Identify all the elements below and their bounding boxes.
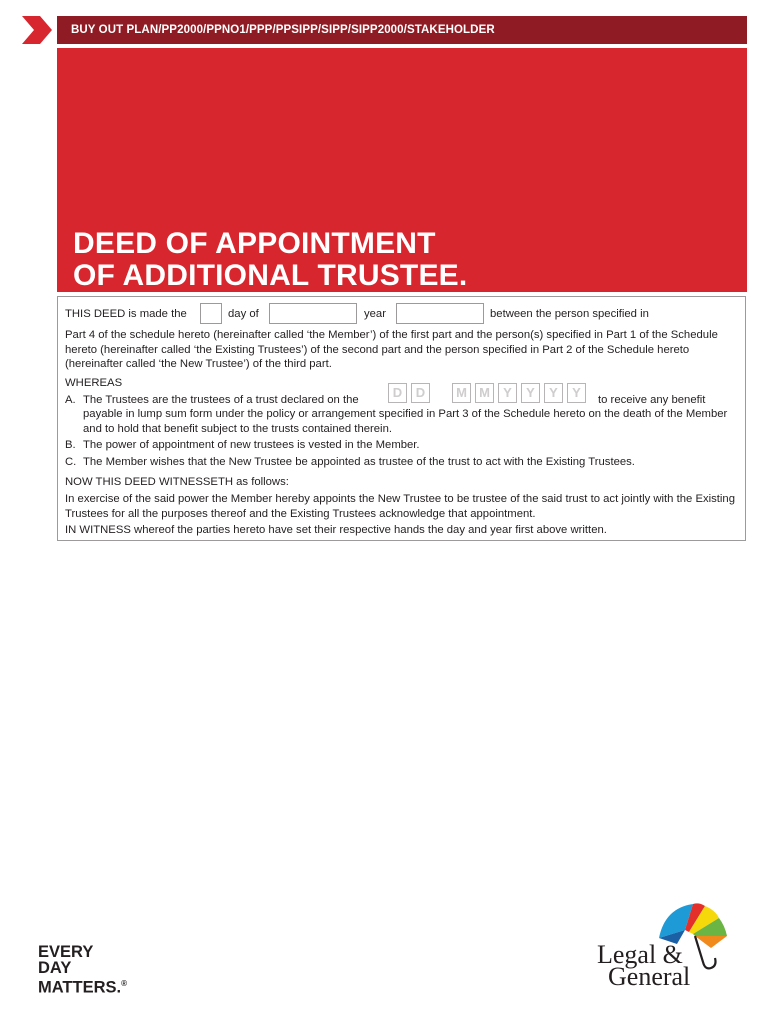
document-title-line-2: OF ADDITIONAL TRUSTEE. — [73, 259, 468, 292]
title-banner — [57, 48, 747, 292]
slogan-line-1: EVERY — [38, 943, 94, 961]
logo-line-1: Legal & — [597, 940, 683, 969]
clause-a-after-date: to receive any benefit — [598, 394, 706, 406]
year-label: year — [364, 308, 386, 320]
whereas-heading: WHEREAS — [65, 377, 123, 389]
trust-date-m1[interactable]: M — [452, 383, 471, 403]
in-witness-clause: IN WITNESS whereof the parties hereto have set their respective hands the day and year first above written. — [65, 524, 607, 536]
registered-mark: ® — [121, 979, 128, 988]
logo-wordmark — [597, 940, 691, 991]
witnesseth-paragraph: In exercise of the said power the Member hereby appoints the New Trustee to be trustee of the said trust to act jointly with the Existing Trustees for all the purposes thereof and the Existing Trustees acknowledge that appointment. — [65, 493, 736, 520]
logo-line-2: General — [608, 962, 691, 991]
trust-date-d2[interactable]: D — [411, 383, 430, 403]
trust-date-d1[interactable]: D — [388, 383, 407, 403]
trust-date-y1[interactable]: Y — [498, 383, 517, 403]
clause-b-text: The power of appointment of new trustees is vested in the Member. — [83, 439, 420, 451]
clause-c — [65, 455, 741, 470]
slogan-line-3-text: MATTERS. — [38, 978, 122, 997]
plan-header-bar — [57, 16, 747, 44]
trust-date-y4[interactable]: Y — [567, 383, 586, 403]
day-field[interactable] — [200, 303, 222, 324]
document-title-line-1: DEED OF APPOINTMENT — [73, 227, 436, 260]
clause-c-marker: C. — [65, 456, 77, 468]
clause-a-marker: A. — [65, 394, 76, 406]
slogan-line-2: DAY — [38, 959, 72, 977]
clause-a-continuation: payable in lump sum form under the policy or arrangement specified in Part 3 of the Schedule hereto on the death of the Member and to hold that benefit subject to the trusts contained therein. — [83, 408, 728, 435]
year-field[interactable] — [396, 303, 484, 324]
clause-b-marker: B. — [65, 439, 76, 451]
trust-date-y2[interactable]: Y — [521, 383, 540, 403]
parties-paragraph: Part 4 of the schedule hereto (hereinafter called ‘the Member’) of the first part and the person(s) specified in Part 1 of the Schedule hereto (hereinafter called ‘the Existing Trustees’) of the second part and the person specified in Part 2 of the Schedule hereto (hereinafter called ‘the New Trustee’) of the third part. — [65, 329, 718, 370]
legal-and-general-logo — [595, 900, 735, 1000]
deed-form — [57, 296, 746, 541]
day-of-label: day of — [228, 308, 259, 320]
clause-a-lead: The Trustees are the trustees of a trust declared on the — [83, 394, 359, 406]
clause-b — [65, 438, 741, 453]
chevron-right-icon — [22, 16, 52, 44]
slogan-line-3 — [38, 976, 127, 996]
trust-date-y3[interactable]: Y — [544, 383, 563, 403]
clause-c-text: The Member wishes that the New Trustee be appointed as trustee of the trust to act with the Existing Trustees. — [83, 456, 635, 468]
intro-made-label: THIS DEED is made the — [65, 308, 187, 320]
every-day-matters-slogan — [38, 944, 127, 996]
plan-codes: BUY OUT PLAN/PP2000/PPNO1/PPP/PPSIPP/SIPP/SIPP2000/STAKEHOLDER — [71, 24, 495, 36]
between-label: between the person specified in — [490, 308, 649, 320]
trust-date-m2[interactable]: M — [475, 383, 494, 403]
document-title — [73, 228, 467, 292]
month-field[interactable] — [269, 303, 357, 324]
witnesseth-heading: NOW THIS DEED WITNESSETH as follows: — [65, 476, 289, 488]
